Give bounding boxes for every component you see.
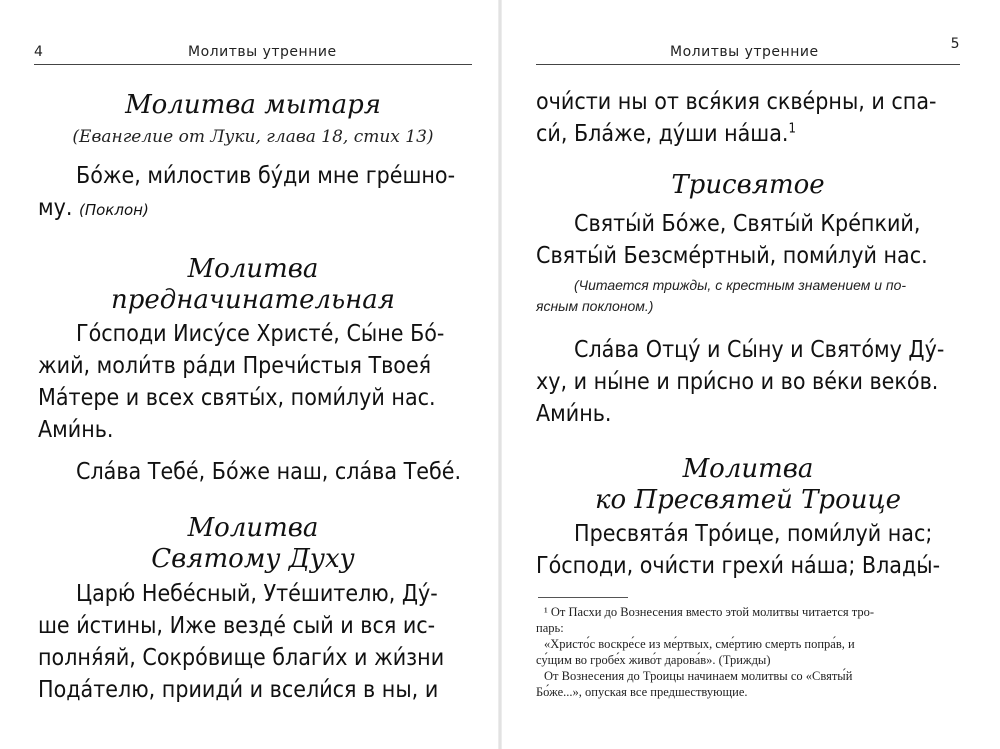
left-running-head (34, 40, 472, 65)
heading-line: Молитва (187, 254, 319, 284)
prayer-line: Ами́нь. (38, 417, 114, 443)
prayer-line: Пресвята́я Тро́ице, поми́луй нас; (574, 521, 933, 547)
prayer-line: Сла́ва Тебе́, Бо́же наш, сла́ва Тебе́. (76, 459, 462, 485)
holy-spirit-heading (34, 513, 472, 575)
publican-subheading: (Евангелие от Луки, глава 18, стих 13) (72, 127, 434, 147)
left-running-title: Молитвы утренние (188, 44, 337, 60)
footnote-line: «Христо́с воскре́се из ме́ртвых, сме́ртию смерть попра́в, и (544, 637, 855, 651)
prayer-line: ху, и ны́не и при́сно и во ве́ки веко́в. (536, 369, 939, 395)
prayer-line: жий, моли́тв ра́ди Пречи́стыя Твоея́ (38, 353, 432, 379)
footnote-marker: 1 (788, 121, 796, 137)
preliminary-heading (34, 254, 472, 316)
prayer-line: Царю́ Небе́сный, Уте́шителю, Ду́- (76, 581, 438, 607)
prayer-line-text: си́, Бла́же, ду́ши на́ша. (536, 121, 789, 147)
footnote-divider (538, 597, 628, 598)
prayer-line: Го́споди Иису́се Христе́, Сы́не Бо́- (76, 321, 445, 347)
prayer-line (536, 118, 976, 150)
heading-line: Святому Духу (151, 544, 355, 574)
prayer-line: полня́яй, Сокро́вище благи́х и жи́зни (38, 645, 445, 671)
footnote-line: ¹ От Пасхи до Вознесения вместо этой молитвы читается тро- (544, 605, 875, 619)
trisagion-note (536, 275, 966, 317)
publican-heading: Молитва мытаря (125, 90, 381, 120)
right-page-number: 5 (950, 36, 960, 52)
right-running-head (536, 36, 960, 65)
trisagion-heading: Трисвятое (671, 170, 825, 200)
prayer-line: Ами́нь. (536, 401, 612, 427)
heading-line: Молитва (187, 513, 319, 543)
holy-spirit-prayer (38, 578, 478, 706)
glory-to-thee (38, 456, 478, 488)
footnotes (536, 604, 966, 700)
heading-line: Молитва (682, 454, 814, 484)
continuation-text (536, 86, 976, 150)
heading-line: ко Пресвятей Троице (594, 485, 902, 515)
trinity-heading (536, 454, 960, 516)
note-line: ясным поклоном.) (536, 298, 654, 314)
right-running-title: Молитвы утренние (670, 44, 819, 60)
footnote-line: Бо́же...», опуская все предшествующие. (536, 685, 748, 699)
publican-prayer (38, 160, 478, 226)
left-page-number: 4 (34, 44, 44, 60)
trisagion-prayer (536, 208, 976, 272)
prayer-line (38, 192, 478, 226)
trinity-prayer (536, 518, 976, 582)
prayer-line: Го́споди, очи́сти грехи́ на́ша; Влады́- (536, 553, 941, 579)
note-line: (Читается трижды, с крестным знамением и по- (574, 277, 907, 293)
footnote-line: су́щим во гробе́х живо́т дарова́в». (Трижды) (536, 653, 771, 667)
footnote-line: От Вознесения до Троицы начинаем молитвы со «Святы́й (544, 669, 853, 683)
glory-prayer (536, 334, 976, 430)
right-page (500, 0, 1000, 749)
prayer-line: Ма́тере и всех святы́х, поми́луй нас. (38, 385, 436, 411)
prayer-line: ше и́стины, Иже везде́ сый и вся ис- (38, 613, 436, 639)
prayer-line: Бо́же, ми́лостив бу́ди мне гре́шно- (76, 163, 456, 189)
preliminary-prayer (38, 318, 478, 446)
prayer-line-text: му. (38, 195, 73, 221)
prayer-line: Сла́ва Отцу́ и Сы́ну и Свято́му Ду́- (574, 337, 945, 363)
prayer-line: Святы́й Безсме́ртный, поми́луй нас. (536, 243, 928, 269)
prayer-line: Святы́й Бо́же, Святы́й Кре́пкий, (574, 211, 921, 237)
prayer-line: Пода́телю, прииди́ и всели́ся в ны, и (38, 677, 439, 703)
prayer-line: очи́сти ны от вся́кия скве́рны, и спа- (536, 89, 937, 115)
footnote-line: парь: (536, 621, 564, 635)
bow-note: (Поклон) (79, 201, 149, 219)
heading-line: предначинательная (110, 285, 396, 315)
